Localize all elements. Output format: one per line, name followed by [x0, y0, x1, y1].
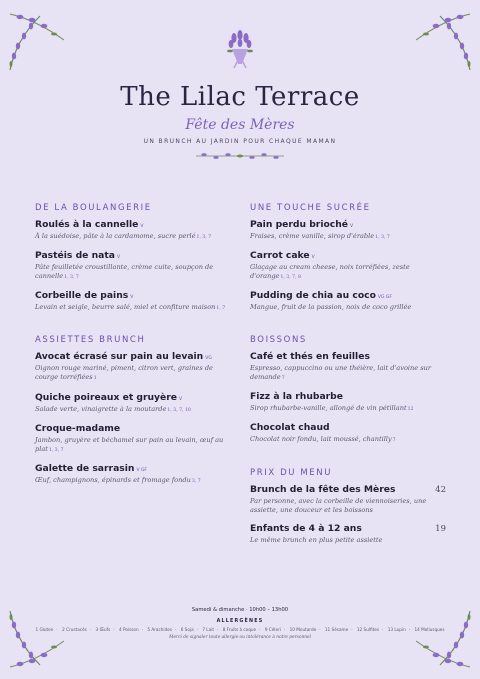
item-description: Par personne, avec la corbeille de viennoiseries, une assiette, une douceur et les boissons [250, 496, 427, 514]
menu-item [35, 250, 231, 281]
allergen-entry: 3 Œufs [95, 627, 111, 632]
menu-item [250, 250, 446, 281]
lavender-divider-icon [194, 151, 286, 161]
allergen-entry: 4 Poisson [118, 627, 139, 632]
allergen-codes: 3, 7 [191, 478, 201, 484]
diet-tag: V [116, 255, 121, 261]
section-title-assiettes: ASSIETTES BRUNCH [35, 335, 146, 346]
item-description: Salade verte, vinaigrette à la moutarde [35, 404, 167, 413]
menu-item [250, 290, 446, 312]
allergen-entry: 14 Mollusques [414, 627, 445, 632]
diet-tag: VG GF [377, 295, 392, 301]
item-name: Galette de sarrasin [35, 462, 135, 474]
item-name: Brunch de la fête des Mères [250, 483, 396, 495]
allergen-codes: 1, 3, 7 [64, 275, 79, 281]
allergen-codes: 1, 3, 7 [375, 235, 390, 240]
item-description: Fraises, crème vanille, sirop d'érable [250, 232, 375, 240]
item-description: Œuf, champignons, épinards et fromage fondu [35, 475, 191, 484]
item-description: Sirop rhubarbe-vanille, allongé de vin pétillant [250, 404, 407, 413]
lavender-bouquet-icon [225, 30, 255, 70]
allergen-codes: 1, 3, 7 [196, 235, 212, 240]
menu-left-column [35, 203, 231, 494]
allergen-codes: 7 [281, 376, 285, 382]
menu-item [35, 219, 231, 241]
menu-item [35, 290, 231, 312]
menu-item [35, 463, 231, 485]
item-description: À la suédoise, pâte à la cardamome, sucre perlé [35, 232, 196, 240]
section-title-boulangerie: DE LA BOULANGERIE [35, 203, 152, 213]
item-description: Pâte feuilletée croustillante, crème cuite, soupçon de cannelle [35, 263, 214, 281]
item-name: Fizz à la rhubarbe [250, 391, 343, 403]
allergen-entry: 1 Gluten [35, 627, 54, 632]
item-name: Pastéis de nata [35, 250, 115, 262]
allergen-entry: 8 Fruits à coque [222, 627, 257, 632]
page-subtitle: Fête des Mères [185, 117, 295, 133]
allergen-codes: 7 [392, 438, 396, 444]
item-description: Glaçage au cream cheese, noix torréfiées, zeste d'orange [250, 263, 410, 281]
menu-footer [0, 607, 480, 640]
allergen-entry: 7 Lait [202, 627, 215, 632]
menu-item [250, 391, 446, 413]
allergen-entry: 9 Céleri [264, 627, 281, 632]
item-name: Enfants de 4 à 12 ans [250, 523, 362, 535]
price-item [250, 523, 446, 545]
allergen-entry: 10 Moutarde [289, 627, 317, 632]
item-name: Avocat écrasé sur pain au levain [35, 351, 204, 363]
item-name: Roulés à la cannelle [35, 219, 139, 230]
item-name: Café et thés en feuilles [250, 351, 370, 363]
allergens-title: ALLERGÈNES [216, 619, 264, 624]
menu-item [250, 422, 446, 444]
item-name: Carrot cake [250, 250, 310, 262]
item-description: Levain et seigle, beurre salé, miel et confiture maison [35, 303, 216, 312]
menu-item [250, 351, 446, 382]
price-item [250, 484, 446, 515]
menu-item [250, 219, 446, 241]
menu-item [35, 423, 231, 454]
allergen-entry: 11 Sésame [324, 627, 349, 632]
section-title-prix: PRIX DU MENU [250, 467, 333, 478]
page-tagline: UN BRUNCH AU JARDIN POUR CHAQUE MAMAN [143, 138, 337, 145]
allergen-entry: 2 Crustacés [62, 627, 87, 632]
item-price: 42 [435, 484, 446, 495]
allergens-list: 1 Gluten · 2 Crustacés · 3 Œufs · 4 Poisson · 5 Arachides · 6 Soja · 7 Lait · 8 Fruits à coque · 9 Céleri · 10 Moutarde · 11 Sésame · 12 Sulfites · 13 Lupin · 14 Mollusques [35, 627, 445, 632]
allergen-entry: 6 Soja [180, 627, 194, 632]
page-title: The Lilac Terrace [120, 82, 360, 112]
diet-tag: V [140, 224, 144, 229]
allergen-entry: 13 Lupin [387, 627, 406, 632]
item-description: Le même brunch en plus petite assiette [250, 536, 383, 545]
item-name: Pain perdu brioché [250, 219, 349, 230]
item-description: Oignon rouge mariné, piment, citron vert, graines de courge torréfiées [35, 364, 213, 382]
allergen-codes: 1, 7 [216, 306, 226, 312]
diet-tag: V [311, 255, 315, 261]
item-name: Croque-madame [35, 422, 121, 434]
item-name: Quiche poireaux et gruyère [35, 391, 178, 403]
item-description: Espresso, cappuccino ou une théière, lait d'avoine sur demande [250, 364, 432, 382]
diet-tag: V GF [136, 467, 148, 473]
diet-tag: VG [205, 356, 212, 362]
menu-item [35, 392, 231, 414]
allergen-codes: 1, 3, 7, 8 [280, 275, 301, 281]
allergen-entry: 12 Sulfites [356, 627, 380, 632]
allergen-entry: 5 Arachides [147, 627, 173, 632]
item-name: Pudding de chia au coco [250, 290, 376, 302]
menu-item [35, 351, 231, 382]
item-description: Chocolat noir fondu, lait moussé, chantilly [250, 435, 392, 444]
allergen-codes: 12 [407, 407, 414, 413]
item-name: Corbeille de pains [35, 290, 129, 302]
section-title-boissons: BOISSONS [250, 335, 307, 346]
diet-tag: V [130, 295, 134, 301]
menu-right-column [250, 203, 446, 554]
item-description: Jambon, gruyère et béchamel sur pain au levain, œuf au plat [35, 435, 224, 453]
menu-header [0, 30, 480, 161]
allergen-codes: 1 [93, 376, 97, 382]
allergy-note: Merci de signaler toute allergie ou intolérance à notre personnel [169, 635, 311, 640]
allergen-codes: 1, 3, 7, 10 [167, 407, 191, 413]
diet-tag: V [350, 224, 354, 229]
item-name: Chocolat chaud [250, 422, 330, 434]
opening-hours: Samedi & dimanche · 10h00 – 13h00 [191, 607, 289, 613]
diet-tag: V [179, 396, 183, 402]
item-price: 19 [435, 524, 446, 535]
section-title-sucree: UNE TOUCHE SUCRÉE [250, 203, 371, 213]
item-description: Mangue, fruit de la passion, noix de coco grillée [250, 303, 412, 312]
allergen-codes: 1, 3, 7 [48, 447, 64, 453]
